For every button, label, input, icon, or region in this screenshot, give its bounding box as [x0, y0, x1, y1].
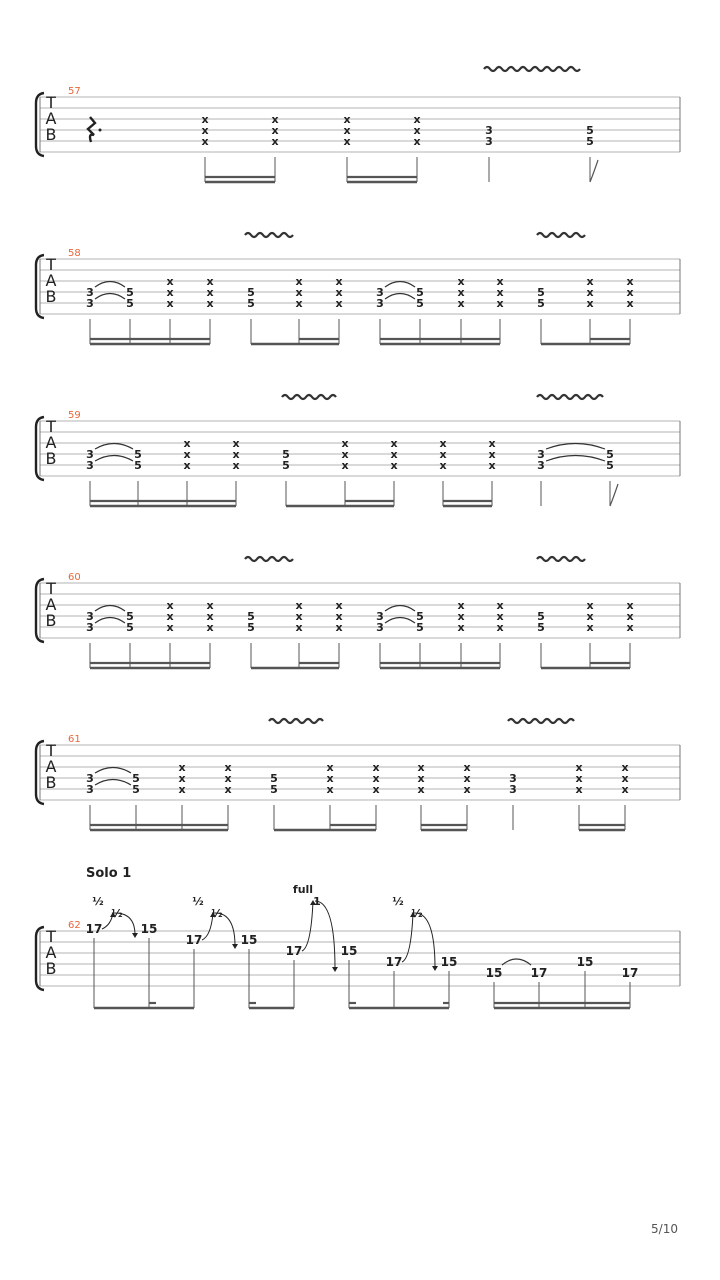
dead-note: x [621, 761, 629, 774]
tab-clef-letter: A [45, 943, 57, 962]
fret-number: 3 [509, 772, 517, 785]
dead-note: x [496, 297, 504, 310]
vibrato-mark [508, 719, 574, 723]
dead-note: x [201, 113, 209, 126]
slur [385, 294, 415, 300]
dead-note: x [372, 772, 380, 785]
fret-number: 5 [537, 286, 545, 299]
fret-number: 17 [85, 922, 103, 936]
dead-note: x [271, 113, 279, 126]
dead-note: x [183, 437, 191, 450]
dead-note: x [178, 772, 186, 785]
dead-note: x [232, 448, 240, 461]
fret-number: 17 [530, 966, 548, 980]
dead-note: x [439, 459, 447, 472]
fret-number: 3 [537, 459, 545, 472]
dead-note: x [295, 599, 303, 612]
fret-number: 5 [586, 135, 594, 148]
slur [546, 456, 605, 462]
tab-clef-letter: T [46, 417, 56, 436]
dead-note: x [413, 124, 421, 137]
dead-note: x [457, 599, 465, 612]
fret-number: 5 [282, 459, 290, 472]
fret-number: 5 [586, 124, 594, 137]
measure-number: 59 [68, 410, 81, 421]
dead-note: x [488, 459, 496, 472]
fret-number: 3 [485, 124, 493, 137]
fret-number: 3 [86, 610, 94, 623]
fret-number: 5 [247, 621, 255, 634]
dead-note: x [626, 286, 634, 299]
vibrato-mark [245, 233, 293, 237]
fret-number: 3 [376, 286, 384, 299]
dead-note: x [206, 621, 214, 634]
dead-note: x [626, 297, 634, 310]
release-arrow-head [232, 944, 238, 949]
dead-note: x [178, 783, 186, 796]
release-arrow [315, 901, 335, 969]
slur [95, 606, 125, 612]
dead-note: x [295, 621, 303, 634]
dead-note: x [295, 297, 303, 310]
dead-note: x [457, 610, 465, 623]
dead-note: x [372, 761, 380, 774]
dead-note: x [183, 448, 191, 461]
release-arrow-head [432, 966, 438, 971]
dead-note: x [390, 448, 398, 461]
dead-note: x [457, 286, 465, 299]
release-amount: ½ [411, 907, 423, 920]
dead-note: x [496, 286, 504, 299]
vibrato-mark [484, 67, 580, 71]
fret-number: 5 [537, 621, 545, 634]
dead-note: x [166, 610, 174, 623]
tab-clef-letter: B [45, 611, 57, 630]
dead-note: x [335, 286, 343, 299]
dead-note: x [621, 772, 629, 785]
fret-number: 3 [86, 621, 94, 634]
dead-note: x [417, 772, 425, 785]
fret-number: 3 [376, 621, 384, 634]
dead-note: x [496, 621, 504, 634]
bend-arrow [302, 901, 313, 951]
dead-note: x [201, 124, 209, 137]
slur [385, 618, 415, 624]
measure-number: 60 [68, 572, 81, 583]
tab-clef-letter: A [45, 595, 57, 614]
dead-note: x [586, 275, 594, 288]
dead-note: x [626, 610, 634, 623]
fret-number: 5 [126, 621, 134, 634]
slur [95, 456, 133, 462]
fret-number: 5 [606, 448, 614, 461]
slur [95, 768, 131, 774]
dead-note: x [178, 761, 186, 774]
dead-note: x [626, 599, 634, 612]
note-flag [590, 160, 598, 182]
measure-number: 57 [68, 86, 81, 97]
dead-note: x [586, 610, 594, 623]
fret-number: 3 [376, 610, 384, 623]
fret-number: 15 [340, 944, 358, 958]
vibrato-mark [245, 557, 293, 561]
dead-note: x [335, 599, 343, 612]
dead-note: x [413, 135, 421, 148]
fret-number: 5 [247, 286, 255, 299]
fret-number: 3 [509, 783, 517, 796]
fret-number: 5 [126, 297, 134, 310]
tab-clef-letter: A [45, 109, 57, 128]
dead-note: x [621, 783, 629, 796]
measure-number: 61 [68, 734, 81, 745]
tab-clef-letter: A [45, 433, 57, 452]
dead-note: x [575, 761, 583, 774]
dead-note: x [271, 135, 279, 148]
vibrato-mark [537, 395, 603, 399]
dead-note: x [575, 772, 583, 785]
fret-number: 3 [86, 459, 94, 472]
dead-note: x [496, 275, 504, 288]
fret-number: 5 [132, 772, 140, 785]
bend-amount: ½ [392, 895, 404, 908]
tab-clef-letter: B [45, 125, 57, 144]
dead-note: x [335, 610, 343, 623]
fret-number: 3 [376, 297, 384, 310]
dead-note: x [372, 783, 380, 796]
measure-number: 58 [68, 248, 81, 259]
fret-number: 5 [416, 297, 424, 310]
fret-number: 15 [140, 922, 158, 936]
dead-note: x [224, 772, 232, 785]
dead-note: x [183, 459, 191, 472]
fret-number: 3 [86, 297, 94, 310]
dead-note: x [232, 459, 240, 472]
dead-note: x [206, 297, 214, 310]
fret-number: 5 [247, 610, 255, 623]
fret-number: 17 [185, 933, 203, 947]
release-amount: ½ [211, 907, 223, 920]
dead-note: x [488, 448, 496, 461]
dead-note: x [586, 599, 594, 612]
dead-note: x [232, 437, 240, 450]
fret-number: 15 [485, 966, 503, 980]
tab-clef-letter: T [46, 93, 56, 112]
bend-amount: ½ [192, 895, 204, 908]
fret-number: 5 [416, 610, 424, 623]
slur [546, 444, 605, 450]
dead-note: x [439, 437, 447, 450]
dead-note: x [341, 437, 349, 450]
fret-number: 15 [440, 955, 458, 969]
dead-note: x [343, 124, 351, 137]
dead-note: x [457, 275, 465, 288]
release-arrow-head [132, 933, 138, 938]
fret-number: 17 [385, 955, 403, 969]
tab-clef-letter: T [46, 741, 56, 760]
fret-number: 15 [240, 933, 258, 947]
rest-dot [99, 129, 102, 132]
dead-note: x [439, 448, 447, 461]
dead-note: x [271, 124, 279, 137]
dead-note: x [166, 275, 174, 288]
fret-number: 5 [416, 286, 424, 299]
fret-number: 17 [621, 966, 639, 980]
dead-note: x [206, 286, 214, 299]
dead-note: x [224, 761, 232, 774]
fret-number: 3 [86, 286, 94, 299]
dead-note: x [586, 286, 594, 299]
tab-clef-letter: T [46, 579, 56, 598]
slur [95, 618, 125, 624]
fret-number: 5 [132, 783, 140, 796]
slur [385, 282, 415, 288]
dead-note: x [166, 297, 174, 310]
dead-note: x [335, 621, 343, 634]
dead-note: x [295, 610, 303, 623]
dead-note: x [413, 113, 421, 126]
vibrato-mark [537, 233, 585, 237]
tab-clef-letter: A [45, 757, 57, 776]
dead-note: x [335, 297, 343, 310]
dead-note: x [390, 459, 398, 472]
dead-note: x [201, 135, 209, 148]
slur [95, 780, 131, 786]
dead-note: x [417, 783, 425, 796]
slur [385, 606, 415, 612]
fret-number: 5 [126, 286, 134, 299]
note-flag [610, 484, 618, 506]
dead-note: x [224, 783, 232, 796]
fret-number: 5 [247, 297, 255, 310]
dead-note: x [390, 437, 398, 450]
slur [95, 282, 125, 288]
fret-number: 5 [606, 459, 614, 472]
tab-clef-letter: B [45, 449, 57, 468]
fret-number: 5 [537, 610, 545, 623]
bend-arrow [402, 913, 413, 962]
release-amount: ½ [111, 907, 123, 920]
release-arrow-head [332, 967, 338, 972]
fret-number: 5 [282, 448, 290, 461]
tab-clef-letter: B [45, 773, 57, 792]
quarter-rest [88, 117, 95, 142]
vibrato-mark [269, 719, 323, 723]
fret-number: 3 [86, 783, 94, 796]
dead-note: x [343, 135, 351, 148]
fret-number: 5 [537, 297, 545, 310]
dead-note: x [295, 286, 303, 299]
tab-clef-letter: B [45, 287, 57, 306]
dead-note: x [206, 610, 214, 623]
slur [95, 294, 125, 300]
dead-note: x [166, 599, 174, 612]
fret-number: 5 [270, 783, 278, 796]
dead-note: x [496, 610, 504, 623]
dead-note: x [295, 275, 303, 288]
tab-clef-letter: T [46, 255, 56, 274]
dead-note: x [586, 297, 594, 310]
dead-note: x [626, 621, 634, 634]
dead-note: x [166, 286, 174, 299]
dead-note: x [457, 297, 465, 310]
dead-note: x [166, 621, 174, 634]
release-arrow [415, 913, 435, 968]
dead-note: x [341, 459, 349, 472]
dead-note: x [206, 599, 214, 612]
dead-note: x [341, 448, 349, 461]
fret-number: 5 [126, 610, 134, 623]
fret-number: 5 [134, 448, 142, 461]
fret-number: 3 [485, 135, 493, 148]
dead-note: x [326, 783, 334, 796]
vibrato-mark [537, 557, 585, 561]
dead-note: x [488, 437, 496, 450]
dead-note: x [206, 275, 214, 288]
fret-number: 5 [270, 772, 278, 785]
dead-note: x [417, 761, 425, 774]
vibrato-mark [282, 395, 336, 399]
bend-amount: full [292, 883, 314, 896]
dead-note: x [496, 599, 504, 612]
dead-note: x [626, 275, 634, 288]
tab-clef-letter: T [46, 927, 56, 946]
fret-number: 17 [285, 944, 303, 958]
fret-number: 15 [576, 955, 594, 969]
slur [95, 444, 133, 450]
bend-amount: ½ [92, 895, 104, 908]
dead-note: x [463, 772, 471, 785]
measure-number: 62 [68, 920, 81, 931]
release-amount: 1 [313, 895, 321, 908]
dead-note: x [335, 275, 343, 288]
fret-number: 5 [134, 459, 142, 472]
dead-note: x [586, 621, 594, 634]
fret-number: 3 [86, 448, 94, 461]
page-number: 5/10 [651, 1222, 678, 1236]
fret-number: 5 [416, 621, 424, 634]
fret-number: 3 [537, 448, 545, 461]
dead-note: x [575, 783, 583, 796]
dead-note: x [457, 621, 465, 634]
tab-clef-letter: B [45, 959, 57, 978]
tab-clef-letter: A [45, 271, 57, 290]
dead-note: x [326, 772, 334, 785]
dead-note: x [463, 783, 471, 796]
dead-note: x [326, 761, 334, 774]
dead-note: x [463, 761, 471, 774]
dead-note: x [343, 113, 351, 126]
fret-number: 3 [86, 772, 94, 785]
section-label: Solo 1 [86, 866, 132, 881]
